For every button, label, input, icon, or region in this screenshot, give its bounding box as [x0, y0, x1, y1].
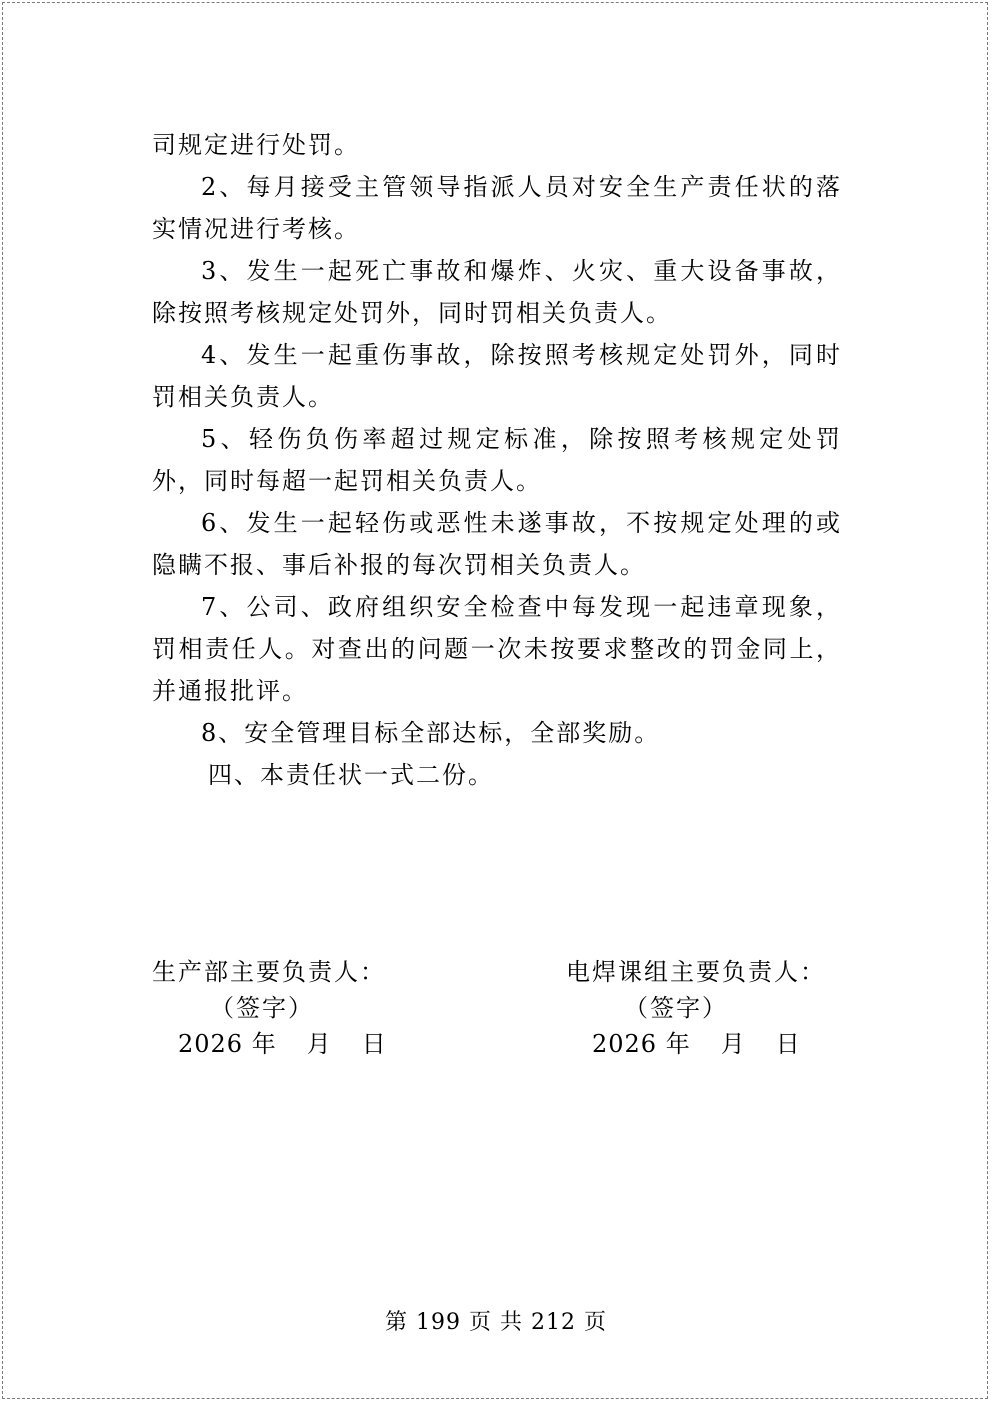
footer-total-pages: 212 — [531, 1310, 577, 1335]
document-body — [152, 124, 842, 796]
signature-title-left: 生产部主要负责人： — [152, 958, 386, 986]
date-year-unit-right: 年 — [665, 1030, 691, 1058]
paragraph-item-6: 6、发生一起轻伤或恶性未遂事故，不按规定处理的或隐瞒不报、事后补报的每次罚相关负责人。 — [152, 509, 842, 579]
paragraph-item-7: 7、公司、政府组织安全检查中每发现一起违章现象，罚相责任人。对查出的问题一次未按要求整改的罚金同上，并通报批评。 — [152, 593, 842, 705]
signature-block-right — [566, 954, 866, 1062]
footer-prefix: 第 — [384, 1310, 408, 1335]
page-footer — [0, 1305, 992, 1336]
signature-note-right: （签字） — [624, 994, 728, 1022]
paragraph-continuation: 司规定进行处罚。 — [152, 131, 360, 159]
footer-page-unit: 页 — [468, 1310, 492, 1335]
footer-total-prefix: 共 — [500, 1310, 524, 1335]
date-month-unit-right: 月 — [720, 1030, 746, 1058]
signature-date-left — [152, 1026, 452, 1062]
date-day-unit-left: 日 — [361, 1030, 387, 1058]
footer-current-page: 199 — [415, 1310, 461, 1335]
signature-date-right — [566, 1026, 866, 1062]
paragraph-item-3: 3、发生一起死亡事故和爆炸、火灾、重大设备事故，除按照考核规定处罚外，同时罚相关负责人。 — [152, 257, 842, 327]
footer-total-unit: 页 — [584, 1310, 608, 1335]
paragraph-section-4: 四、本责任状一式二份。 — [208, 761, 494, 789]
paragraph-item-5: 5、轻伤负伤率超过规定标准，除按照考核规定处罚外，同时每超一起罚相关负责人。 — [152, 425, 842, 495]
paragraph-item-8: 8、安全管理目标全部达标，全部奖励。 — [201, 719, 661, 747]
signature-title-right: 电焊课组主要负责人： — [566, 958, 826, 986]
date-year-right: 2026 — [592, 1030, 658, 1058]
paragraph-item-4: 4、发生一起重伤事故，除按照考核规定处罚外，同时罚相关负责人。 — [152, 341, 842, 411]
date-year-left: 2026 — [178, 1030, 244, 1058]
signature-note-left: （签字） — [210, 994, 314, 1022]
signature-block-left — [152, 954, 452, 1062]
paragraph-item-2: 2、每月接受主管领导指派人员对安全生产责任状的落实情况进行考核。 — [152, 173, 842, 243]
date-month-unit-left: 月 — [306, 1030, 332, 1058]
date-year-unit-left: 年 — [251, 1030, 277, 1058]
date-day-unit-right: 日 — [775, 1030, 801, 1058]
